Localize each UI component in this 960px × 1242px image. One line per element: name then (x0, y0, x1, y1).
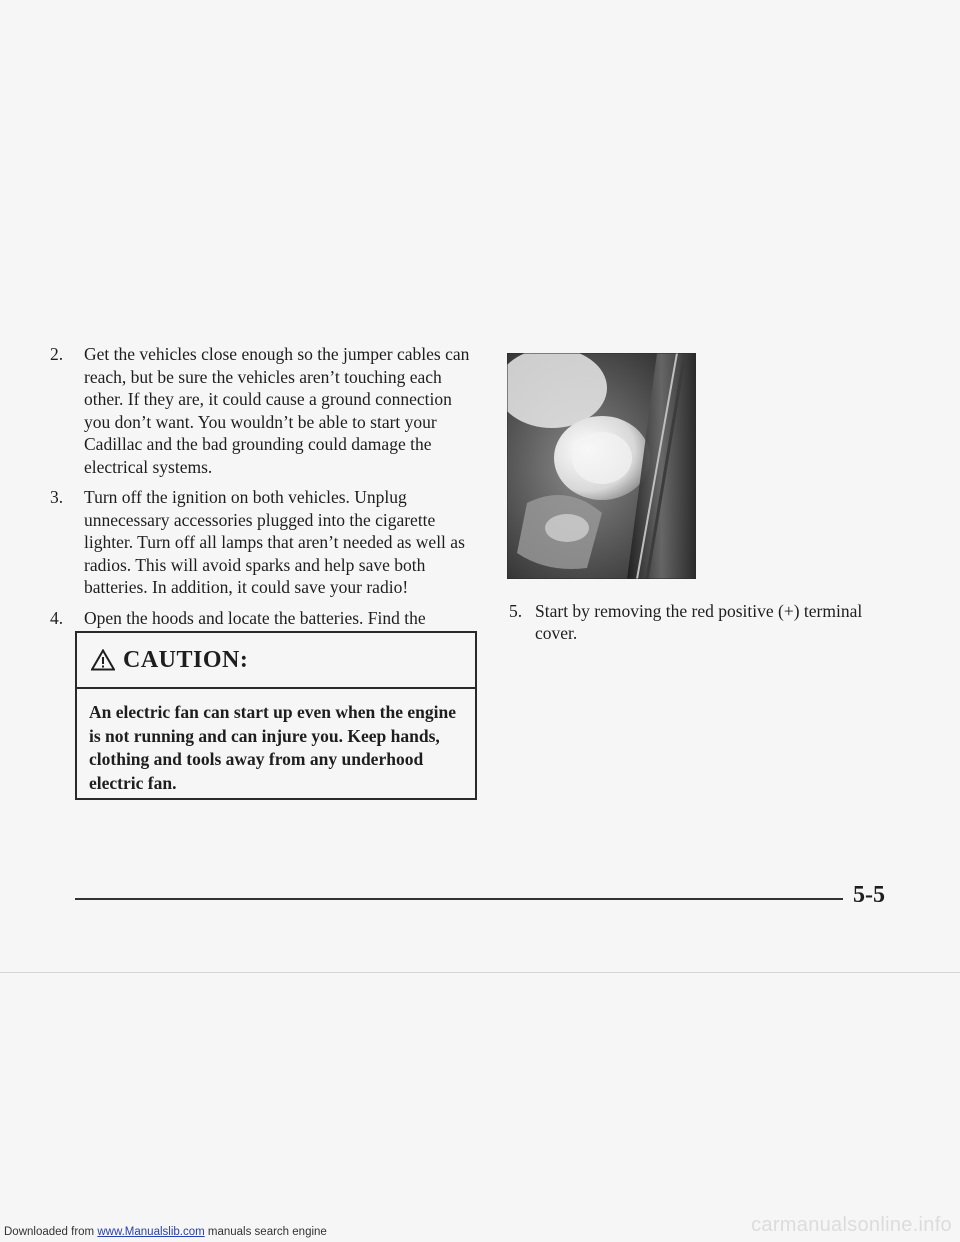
step-text: Start by removing the red positive (+) terminal cover. (535, 601, 863, 643)
footer-prefix: Downloaded from (4, 1226, 98, 1238)
step-5 (509, 600, 865, 644)
step-2 (50, 343, 480, 478)
step-text: Open the hoods and locate the batteries. Find the (84, 607, 426, 628)
warning-triangle-icon (91, 649, 115, 671)
download-footer (4, 1226, 327, 1238)
step-number: 2. (50, 344, 64, 364)
step-number: 4. (50, 607, 64, 628)
page-rule (75, 898, 843, 900)
caution-text: An electric fan can start up even when the engine is not running and can injure you. Keep hands, clothing and tools away from any underhood electric fan. (89, 702, 456, 793)
step-text: Turn off the ignition on both vehicles. Unplug unnecessary accessories plugged into the cigarette lighter. Turn off all lamps that aren’t needed as well as radios. This will avoid sparks and help save both batteries. In addition, it could save your radio! (84, 487, 465, 597)
caution-header (77, 633, 475, 689)
page-number: 5-5 (853, 882, 885, 908)
step-3 (50, 486, 480, 599)
footer-suffix: manuals search engine (204, 1226, 327, 1238)
step-number: 3. (50, 487, 64, 507)
manualslib-link[interactable]: www.Manualslib.com (97, 1226, 205, 1238)
caution-box (75, 631, 477, 800)
watermark: carmanualsonline.info (751, 1214, 952, 1236)
caution-title: CAUTION: (123, 646, 249, 673)
battery-terminal-photo (507, 353, 696, 579)
instruction-steps (50, 343, 480, 660)
step-number: 5. (509, 601, 523, 621)
divider (0, 972, 960, 973)
step-text: Get the vehicles close enough so the jumper cables can reach, but be sure the vehicles aren’t touching each other. If they are, it could cause a ground connection you don’t want. You wouldn’t be able to start your Cadillac and the bad grounding could damage the electrical systems. (84, 344, 470, 477)
